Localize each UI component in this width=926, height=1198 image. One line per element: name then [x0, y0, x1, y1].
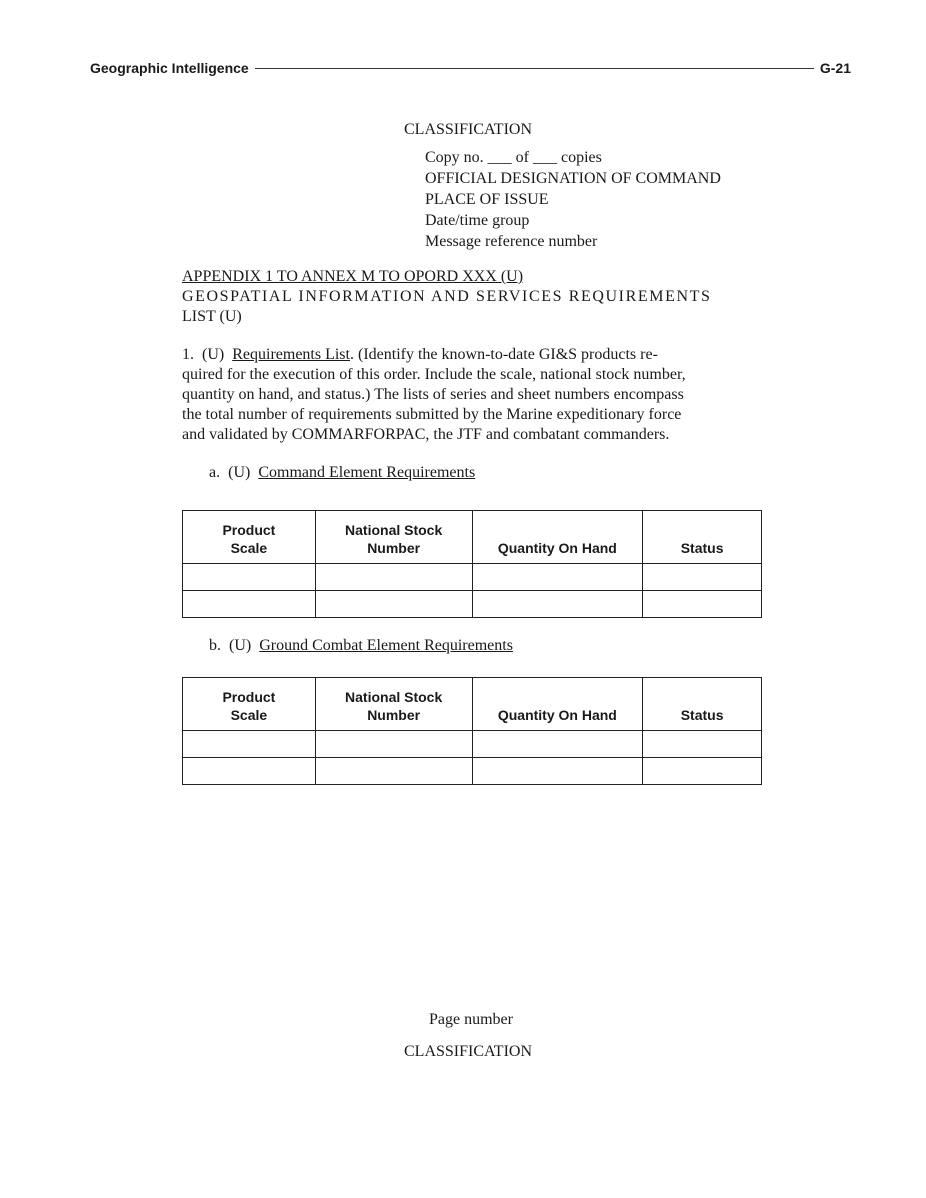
- section-a-title: Command Element Requirements: [258, 464, 476, 481]
- table-cell: [315, 564, 472, 591]
- table-header-row: [183, 678, 762, 731]
- date-time-group-line: Date/time group: [425, 212, 530, 229]
- command-designation-line: OFFICIAL DESIGNATION OF COMMAND: [425, 170, 721, 187]
- page-number-placeholder: [0, 1011, 926, 1029]
- place-of-issue-line: PLACE OF ISSUE: [425, 191, 549, 208]
- table-cell: [472, 591, 643, 618]
- column-header-status: Status: [643, 511, 762, 564]
- section-a-letter: a.: [209, 464, 221, 481]
- appendix-subtitle-line2: LIST (U): [182, 308, 242, 325]
- running-header: [90, 58, 851, 78]
- table-cell: [643, 758, 762, 785]
- table-row: [183, 758, 762, 785]
- command-element-table: [182, 510, 762, 618]
- section-b-letter: b.: [209, 637, 221, 654]
- column-header-product-scale: Product Scale: [183, 511, 316, 564]
- section-b-marker: (U): [229, 637, 252, 654]
- header-page-label: G-21: [819, 60, 851, 76]
- copy-number-line: Copy no. ___ of ___ copies: [425, 149, 602, 166]
- table-cell: [472, 758, 643, 785]
- paragraph-line: the total number of requirements submitted by the Marine expeditionary force: [182, 406, 682, 423]
- table-cell: [183, 591, 316, 618]
- paragraph-first-line: [182, 345, 762, 365]
- appendix-subtitle-line1: GEOSPATIAL INFORMATION AND SERVICES REQUIREMENTS: [182, 288, 712, 305]
- column-header-product-scale: Product Scale: [183, 678, 316, 731]
- section-b-heading: [209, 637, 513, 655]
- paragraph-marker: (U): [202, 346, 225, 363]
- table-cell: [315, 758, 472, 785]
- paragraph-number: 1.: [182, 346, 194, 363]
- message-reference-line: Message reference number: [425, 233, 598, 250]
- header-title: Geographic Intelligence: [90, 60, 249, 76]
- table-cell: [472, 564, 643, 591]
- table-cell: [643, 731, 762, 758]
- table-cell: [315, 731, 472, 758]
- table-cell: [643, 564, 762, 591]
- paragraph-line: quantity on hand, and status.) The lists of series and sheet numbers encompass: [182, 386, 684, 403]
- header-rule: [255, 68, 814, 69]
- appendix-title: APPENDIX 1 TO ANNEX M TO OPORD XXX (U): [182, 268, 524, 285]
- table-cell: [643, 591, 762, 618]
- page-number-text: Page number: [429, 1011, 513, 1028]
- classification-top: CLASSIFICATION: [404, 121, 533, 138]
- table-cell: [183, 758, 316, 785]
- section-b-title: Ground Combat Element Requirements: [259, 637, 513, 654]
- section-a-marker: (U): [228, 464, 251, 481]
- section-a-heading: [209, 464, 475, 482]
- paragraph-heading: Requirements List: [232, 346, 350, 363]
- column-header-national-stock-number: National Stock Number: [315, 511, 472, 564]
- heading-block: [425, 147, 721, 252]
- table-cell: [472, 731, 643, 758]
- ground-combat-element-table: [182, 677, 762, 785]
- table-cell: [183, 731, 316, 758]
- table-row: [183, 564, 762, 591]
- appendix-title-block: [182, 267, 762, 327]
- column-header-quantity-on-hand: Quantity On Hand: [472, 511, 643, 564]
- column-header-status: Status: [643, 678, 762, 731]
- table-row: [183, 591, 762, 618]
- requirements-paragraph: [182, 345, 762, 445]
- column-header-national-stock-number: National Stock Number: [315, 678, 472, 731]
- table-header-row: [183, 511, 762, 564]
- table-cell: [183, 564, 316, 591]
- paragraph-line: quired for the execution of this order. Include the scale, national stock number,: [182, 366, 686, 383]
- table-row: [183, 731, 762, 758]
- classification-bottom: CLASSIFICATION: [404, 1043, 533, 1060]
- paragraph-line1-rest: . (Identify the known-to-date GI&S products re-: [349, 346, 658, 363]
- table-cell: [315, 591, 472, 618]
- column-header-quantity-on-hand: Quantity On Hand: [472, 678, 643, 731]
- paragraph-line: and validated by COMMARFORPAC, the JTF and combatant commanders.: [182, 426, 670, 443]
